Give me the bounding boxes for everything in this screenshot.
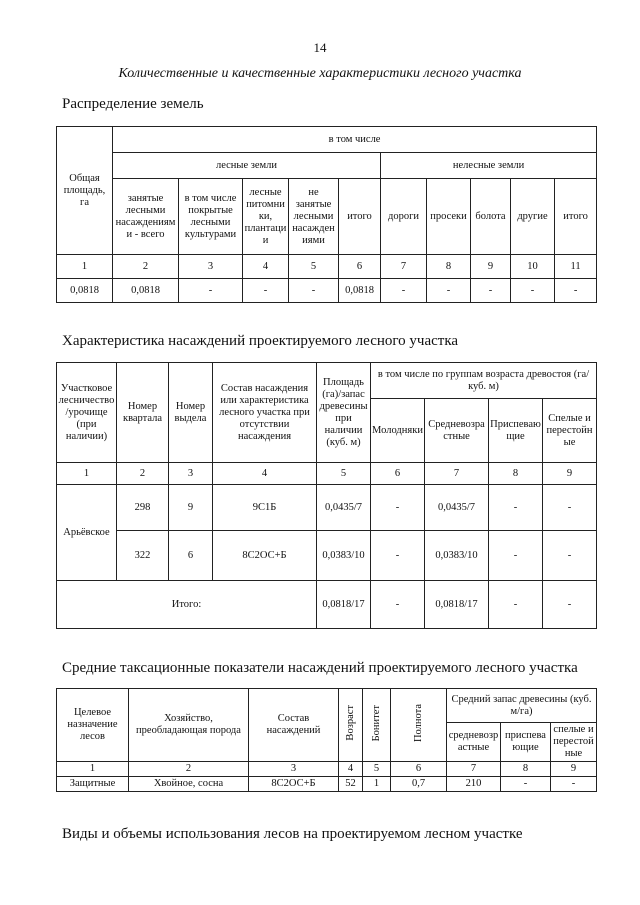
cell-value: 1 — [363, 777, 391, 792]
header-area-stock: Площадь (га)/запас древесины при наличии (куб. м) — [317, 363, 371, 463]
header-age-groups: в том числе по группам возраста древостоя (га/куб. м) — [371, 363, 597, 399]
cell-value: - — [543, 581, 597, 629]
cell-value: 0,0383/10 — [425, 531, 489, 581]
page-number: 14 — [313, 40, 327, 55]
cell-value: 0,0435/7 — [317, 485, 371, 531]
cell-value: 0,0383/10 — [317, 531, 371, 581]
plantation-characteristics-table — [56, 362, 597, 629]
header-nurseries: лесные питомники, плантации — [243, 179, 289, 255]
col-number: 3 — [169, 463, 213, 485]
header-purpose: Целевое назначение лесов — [57, 689, 129, 762]
cell-value: 8С2ОС+Б — [213, 531, 317, 581]
cell-value: 0,0818/17 — [317, 581, 371, 629]
cell-value: - — [489, 581, 543, 629]
header-young: Молодняки — [371, 399, 425, 463]
header-nonforest-lands: нелесные земли — [381, 153, 597, 179]
cell-value: - — [371, 485, 425, 531]
col-number: 11 — [555, 255, 597, 279]
cell-value: Хвойное, сосна — [129, 777, 249, 792]
header-forest-lands: лесные земли — [113, 153, 381, 179]
cell-value: 210 — [447, 777, 501, 792]
cell-value: - — [289, 279, 339, 303]
cell-value: - — [555, 279, 597, 303]
cell-value: - — [511, 279, 555, 303]
taxation-indicators-title: Средние таксационные показатели насаждений проектируемого лесного участка — [62, 660, 578, 676]
col-number: 2 — [117, 463, 169, 485]
plantation-characteristics-title: Характеристика насаждений проектируемого лесного участка — [62, 333, 459, 349]
cell-value: 6 — [169, 531, 213, 581]
cell-value: 0,0435/7 — [425, 485, 489, 531]
header-composition: Состав насаждений — [249, 689, 339, 762]
header-swamps: болота — [471, 179, 511, 255]
col-number: 5 — [317, 463, 371, 485]
header-composition: Состав насаждения или характеристика лесного участка при отсутствии насаждения — [213, 363, 317, 463]
header-total-area: Общая площадь, га — [57, 127, 113, 255]
col-number: 8 — [427, 255, 471, 279]
col-number: 6 — [391, 762, 447, 777]
land-distribution-table — [56, 126, 597, 303]
cell-value: 322 — [117, 531, 169, 581]
cell-value: - — [543, 531, 597, 581]
header-other: другие — [511, 179, 555, 255]
cell-value: 0,0818 — [57, 279, 113, 303]
col-number: 6 — [371, 463, 425, 485]
forest-use-title: Виды и объемы использования лесов на проектируемом лесном участке — [62, 826, 523, 842]
col-number: 9 — [471, 255, 511, 279]
cell-value: 9С1Б — [213, 485, 317, 531]
header-roads: дороги — [381, 179, 427, 255]
col-number: 9 — [543, 463, 597, 485]
cell-value: 9 — [169, 485, 213, 531]
col-number: 2 — [113, 255, 179, 279]
col-number: 4 — [243, 255, 289, 279]
col-number: 5 — [289, 255, 339, 279]
section-subtitle: Количественные и качественные характеристики лесного участка — [118, 66, 522, 81]
taxation-indicators-table — [56, 688, 597, 792]
header-forestry: Участковое лесничество/урочище (при наличии) — [57, 363, 117, 463]
cell-value: 52 — [339, 777, 363, 792]
cell-value: - — [551, 777, 597, 792]
header-bonitet-cell — [363, 689, 391, 762]
col-number: 4 — [213, 463, 317, 485]
col-number: 10 — [511, 255, 555, 279]
header-density: Полнота — [412, 703, 424, 743]
cell-forestry: Арьёвское — [57, 485, 117, 581]
header-unoccupied: не занятые лесными насаждениями — [289, 179, 339, 255]
header-including: в том числе — [113, 127, 597, 153]
cell-value: Защитные — [57, 777, 129, 792]
col-number: 7 — [447, 762, 501, 777]
col-number: 6 — [339, 255, 381, 279]
header-occupied: занятые лесными насаждениями - всего — [113, 179, 179, 255]
cell-value: 0,0818 — [113, 279, 179, 303]
col-number: 1 — [57, 762, 129, 777]
header-density-cell — [391, 689, 447, 762]
col-number: 3 — [179, 255, 243, 279]
cell-value: - — [371, 531, 425, 581]
header-quarter: Номер квартала — [117, 363, 169, 463]
header-middle-aged: Средневозрастные — [425, 399, 489, 463]
header-maturing: приспевающие — [501, 723, 551, 762]
col-number: 2 — [129, 762, 249, 777]
cell-value: - — [489, 531, 543, 581]
cell-value: - — [543, 485, 597, 531]
col-number: 3 — [249, 762, 339, 777]
cell-value: 0,0818 — [339, 279, 381, 303]
cell-value: - — [471, 279, 511, 303]
cell-value: - — [371, 581, 425, 629]
col-number: 8 — [489, 463, 543, 485]
col-number: 7 — [381, 255, 427, 279]
header-maturing: Приспевающие — [489, 399, 543, 463]
col-number: 7 — [425, 463, 489, 485]
header-mature: спелые и перестойные — [551, 723, 597, 762]
header-forest-total: итого — [339, 179, 381, 255]
cell-value: - — [489, 485, 543, 531]
col-number: 1 — [57, 463, 117, 485]
cell-value: 298 — [117, 485, 169, 531]
header-cultures: в том числе покрытые лесными культурами — [179, 179, 243, 255]
header-clearings: просеки — [427, 179, 471, 255]
col-number: 9 — [551, 762, 597, 777]
header-mature: Спелые и перестойные — [543, 399, 597, 463]
header-middle-aged: средневозрастные — [447, 723, 501, 762]
header-nonforest-total: итого — [555, 179, 597, 255]
col-number: 8 — [501, 762, 551, 777]
land-distribution-title: Распределение земель — [62, 96, 204, 112]
header-age: Возраст — [344, 705, 356, 741]
cell-value: 0,0818/17 — [425, 581, 489, 629]
header-age-cell — [339, 689, 363, 762]
cell-value: - — [501, 777, 551, 792]
header-species: Хозяйство, преобладающая порода — [129, 689, 249, 762]
cell-value: 0,7 — [391, 777, 447, 792]
col-number: 5 — [363, 762, 391, 777]
header-bonitet: Бонитет — [370, 704, 382, 742]
total-label: Итого: — [57, 581, 317, 629]
header-allotment: Номер выдела — [169, 363, 213, 463]
cell-value: - — [381, 279, 427, 303]
col-number: 1 — [57, 255, 113, 279]
col-number: 4 — [339, 762, 363, 777]
header-avg-stock: Средний запас древесины (куб. м/га) — [447, 689, 597, 723]
cell-value: - — [179, 279, 243, 303]
cell-value: 8С2ОС+Б — [249, 777, 339, 792]
cell-value: - — [243, 279, 289, 303]
cell-value: - — [427, 279, 471, 303]
